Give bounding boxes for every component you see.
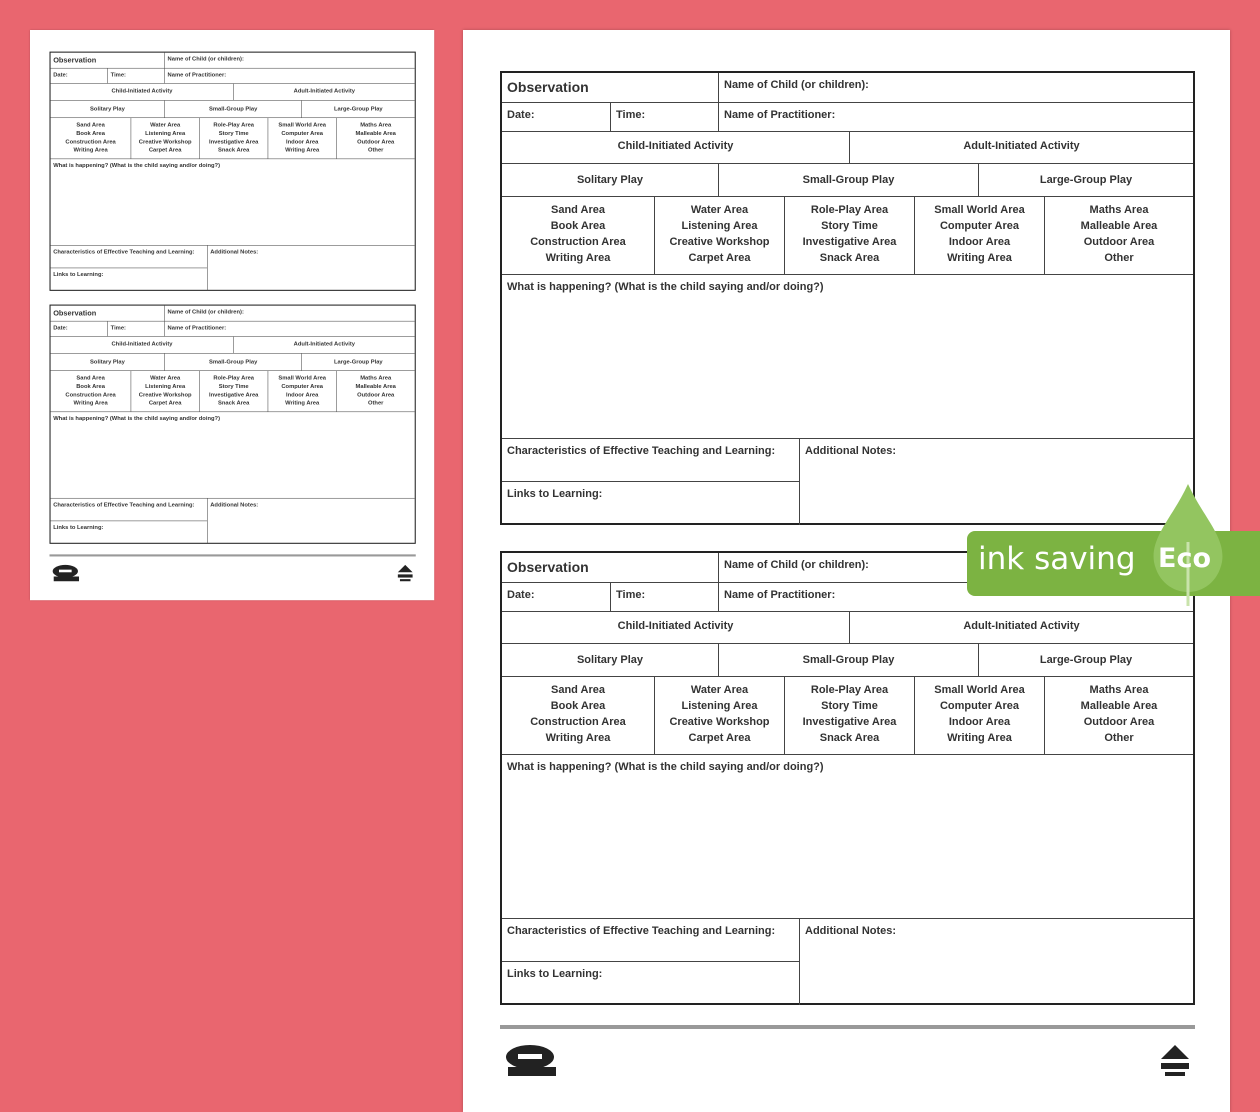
area-item: Outdoor Area: [357, 391, 395, 398]
areas-column: [337, 118, 415, 159]
area-item: Outdoor Area: [1083, 716, 1155, 728]
observation-title: Observation: [502, 73, 719, 102]
small-group-play-option: Small-Group Play: [165, 354, 302, 371]
area-item: Book Area: [550, 220, 606, 232]
area-item: Small World Area: [934, 684, 1025, 696]
child-initiated-option: Child-Initiated Activity: [502, 132, 850, 163]
solitary-play-option: Solitary Play: [502, 164, 719, 196]
area-item: Investigative Area: [208, 391, 259, 398]
additional-notes-box: Additional Notes:: [210, 501, 259, 508]
areas-column: [655, 677, 785, 754]
time-field: Time:: [611, 103, 719, 131]
observation-form: [49, 305, 415, 544]
page-footer: [49, 554, 415, 556]
areas-column: [785, 677, 915, 754]
area-item: Carpet Area: [688, 732, 751, 744]
characteristics-box: Characteristics of Effective Teaching and Learning:: [502, 439, 799, 482]
large-group-play-option: Large-Group Play: [1039, 174, 1133, 186]
area-item: Other: [1104, 732, 1134, 744]
area-item: Malleable Area: [355, 383, 396, 390]
area-item: Listening Area: [145, 130, 186, 137]
area-item: Listening Area: [681, 700, 758, 712]
areas-column: [915, 677, 1045, 754]
area-item: Writing Area: [545, 732, 611, 744]
name-of-child-field: Name of Child (or children):: [167, 308, 244, 316]
ink-saving-text: ink saving: [978, 541, 1136, 577]
tree-logo-icon: [1155, 1041, 1195, 1081]
area-item: Construction Area: [65, 391, 116, 398]
area-item: Story Time: [218, 130, 249, 137]
child-initiated-option: Child-Initiated Activity: [502, 612, 850, 643]
areas-column: [200, 118, 269, 159]
characteristics-box: Characteristics of Effective Teaching and Learning:: [51, 246, 208, 269]
area-item: Writing Area: [285, 399, 320, 407]
practitioner-field: Name of Practitioner:: [167, 324, 227, 331]
adult-initiated-option: Adult-Initiated Activity: [963, 620, 1080, 632]
links-to-learning-box: Links to Learning:: [507, 968, 603, 980]
date-field: Date:: [51, 321, 108, 336]
areas-column: [337, 371, 415, 412]
area-item: Construction Area: [530, 236, 626, 248]
area-item: Water Area: [150, 121, 181, 129]
area-item: Indoor Area: [286, 138, 319, 145]
practitioner-field: Name of Practitioner:: [724, 109, 836, 121]
area-item: Writing Area: [545, 252, 611, 264]
area-item: Story Time: [821, 220, 878, 232]
areas-column: [1045, 197, 1193, 274]
area-item: Water Area: [150, 374, 181, 381]
observation-form: [500, 551, 1195, 1005]
large-group-play-option: Large-Group Play: [1039, 654, 1133, 666]
page-footer: [500, 1025, 1195, 1029]
areas-column: [655, 197, 785, 274]
observation-form: [49, 52, 415, 291]
area-item: Maths Area: [1089, 204, 1149, 216]
area-item: Computer Area: [939, 220, 1020, 232]
area-item: Book Area: [76, 383, 105, 390]
links-to-learning-box: Links to Learning:: [53, 524, 104, 531]
what-is-happening-box: What is happening? (What is the child saying and/or doing?): [53, 162, 221, 169]
area-item: Indoor Area: [948, 716, 1011, 728]
area-item: Carpet Area: [688, 252, 751, 264]
area-item: Sand Area: [550, 684, 605, 696]
adult-initiated-option: Adult-Initiated Activity: [293, 87, 355, 95]
publisher-logo-icon: [500, 1041, 560, 1081]
large-group-play-option: Large-Group Play: [333, 358, 383, 366]
characteristics-box: Characteristics of Effective Teaching and Learning:: [502, 919, 799, 962]
observation-title: Observation: [51, 306, 165, 321]
area-item: Malleable Area: [1080, 700, 1158, 712]
area-item: Small World Area: [278, 374, 327, 381]
links-to-learning-box: Links to Learning:: [507, 488, 603, 500]
areas-column: [51, 371, 132, 412]
area-item: Sand Area: [76, 121, 105, 129]
area-item: Computer Area: [281, 130, 324, 137]
area-item: Water Area: [690, 684, 749, 696]
area-item: Outdoor Area: [1083, 236, 1155, 248]
child-initiated-option: Child-Initiated Activity: [51, 84, 234, 100]
areas-column: [51, 118, 132, 159]
additional-notes-box: Additional Notes:: [805, 925, 897, 937]
area-item: Carpet Area: [148, 399, 182, 407]
areas-column: [268, 371, 337, 412]
area-item: Investigative Area: [802, 716, 897, 728]
characteristics-box: Characteristics of Effective Teaching and Learning:: [51, 499, 208, 522]
area-item: Sand Area: [76, 374, 105, 381]
areas-column: [785, 197, 915, 274]
child-initiated-option: Child-Initiated Activity: [51, 337, 234, 353]
small-group-play-option: Small-Group Play: [719, 164, 979, 196]
area-item: Carpet Area: [148, 146, 182, 154]
date-field: Date:: [502, 103, 611, 131]
time-field: Time:: [611, 583, 719, 611]
small-group-play-option: Small-Group Play: [719, 644, 979, 676]
area-item: Maths Area: [360, 374, 392, 381]
areas-column: [502, 677, 655, 754]
time-field: Time:: [108, 321, 165, 336]
area-item: Outdoor Area: [357, 138, 395, 145]
large-group-play-option: Large-Group Play: [333, 105, 383, 113]
area-item: Listening Area: [145, 383, 186, 390]
links-to-learning-box: Links to Learning:: [53, 271, 104, 278]
area-item: Story Time: [218, 383, 249, 390]
areas-column: [268, 118, 337, 159]
publisher-logo-icon: [49, 563, 81, 584]
area-item: Writing Area: [285, 146, 320, 154]
area-item: Role-Play Area: [810, 204, 889, 216]
areas-column: [200, 371, 269, 412]
area-item: Role-Play Area: [810, 684, 889, 696]
time-field: Time:: [108, 68, 165, 83]
solitary-play-option: Solitary Play: [51, 101, 165, 118]
area-item: Snack Area: [819, 732, 880, 744]
area-item: Snack Area: [217, 146, 250, 154]
area-item: Book Area: [550, 700, 606, 712]
area-item: Creative Workshop: [138, 391, 192, 398]
adult-initiated-option: Adult-Initiated Activity: [293, 340, 355, 348]
additional-notes-box: Additional Notes:: [805, 445, 897, 457]
area-item: Other: [367, 146, 384, 154]
area-item: Water Area: [690, 204, 749, 216]
area-item: Creative Workshop: [669, 716, 770, 728]
adult-initiated-option: Adult-Initiated Activity: [963, 140, 1080, 152]
area-item: Computer Area: [281, 383, 324, 390]
area-item: Indoor Area: [286, 391, 319, 398]
area-item: Other: [1104, 252, 1134, 264]
small-group-play-option: Small-Group Play: [165, 101, 302, 118]
area-item: Sand Area: [550, 204, 605, 216]
name-of-child-field: Name of Child (or children):: [167, 55, 244, 63]
areas-column: [131, 371, 200, 412]
practitioner-field: Name of Practitioner:: [724, 589, 836, 601]
solitary-play-option: Solitary Play: [51, 354, 165, 371]
areas-column: [915, 197, 1045, 274]
area-item: Investigative Area: [802, 236, 897, 248]
area-item: Maths Area: [360, 121, 392, 129]
area-item: Construction Area: [530, 716, 626, 728]
observation-title: Observation: [51, 53, 165, 68]
area-item: Malleable Area: [355, 130, 396, 137]
area-item: Other: [367, 399, 384, 407]
name-of-child-field: Name of Child (or children):: [724, 79, 869, 91]
areas-column: [502, 197, 655, 274]
solitary-play-option: Solitary Play: [502, 644, 719, 676]
area-item: Writing Area: [947, 252, 1012, 264]
area-item: Writing Area: [73, 146, 108, 154]
observation-title: Observation: [502, 553, 719, 582]
eco-label: Eco: [1158, 543, 1211, 574]
area-item: Role-Play Area: [213, 121, 255, 129]
areas-column: [131, 118, 200, 159]
area-item: Small World Area: [278, 121, 327, 129]
what-is-happening-box: What is happening? (What is the child saying and/or doing?): [53, 415, 221, 422]
area-item: Snack Area: [217, 399, 250, 407]
what-is-happening-box: What is happening? (What is the child saying and/or doing?): [507, 761, 824, 773]
what-is-happening-box: What is happening? (What is the child saying and/or doing?): [507, 281, 824, 293]
area-item: Small World Area: [934, 204, 1025, 216]
area-item: Maths Area: [1089, 684, 1149, 696]
area-item: Construction Area: [65, 138, 116, 145]
practitioner-field: Name of Practitioner:: [167, 71, 227, 78]
area-item: Snack Area: [819, 252, 880, 264]
additional-notes-box: Additional Notes:: [210, 248, 259, 256]
area-item: Listening Area: [681, 220, 758, 232]
area-item: Computer Area: [939, 700, 1020, 712]
name-of-child-field: Name of Child (or children):: [724, 559, 869, 571]
area-item: Malleable Area: [1080, 220, 1158, 232]
area-item: Story Time: [821, 700, 878, 712]
area-item: Book Area: [76, 130, 105, 137]
area-item: Writing Area: [73, 399, 108, 407]
area-item: Investigative Area: [208, 138, 259, 145]
areas-column: [1045, 677, 1193, 754]
observation-form: [500, 71, 1195, 525]
date-field: Date:: [502, 583, 611, 611]
area-item: Creative Workshop: [138, 138, 192, 145]
area-item: Indoor Area: [948, 236, 1011, 248]
area-item: Writing Area: [947, 732, 1012, 744]
date-field: Date:: [51, 68, 108, 83]
tree-logo-icon: [395, 563, 416, 584]
worksheet-page-thumbnail: [30, 30, 434, 600]
area-item: Role-Play Area: [213, 374, 255, 381]
area-item: Creative Workshop: [669, 236, 770, 248]
